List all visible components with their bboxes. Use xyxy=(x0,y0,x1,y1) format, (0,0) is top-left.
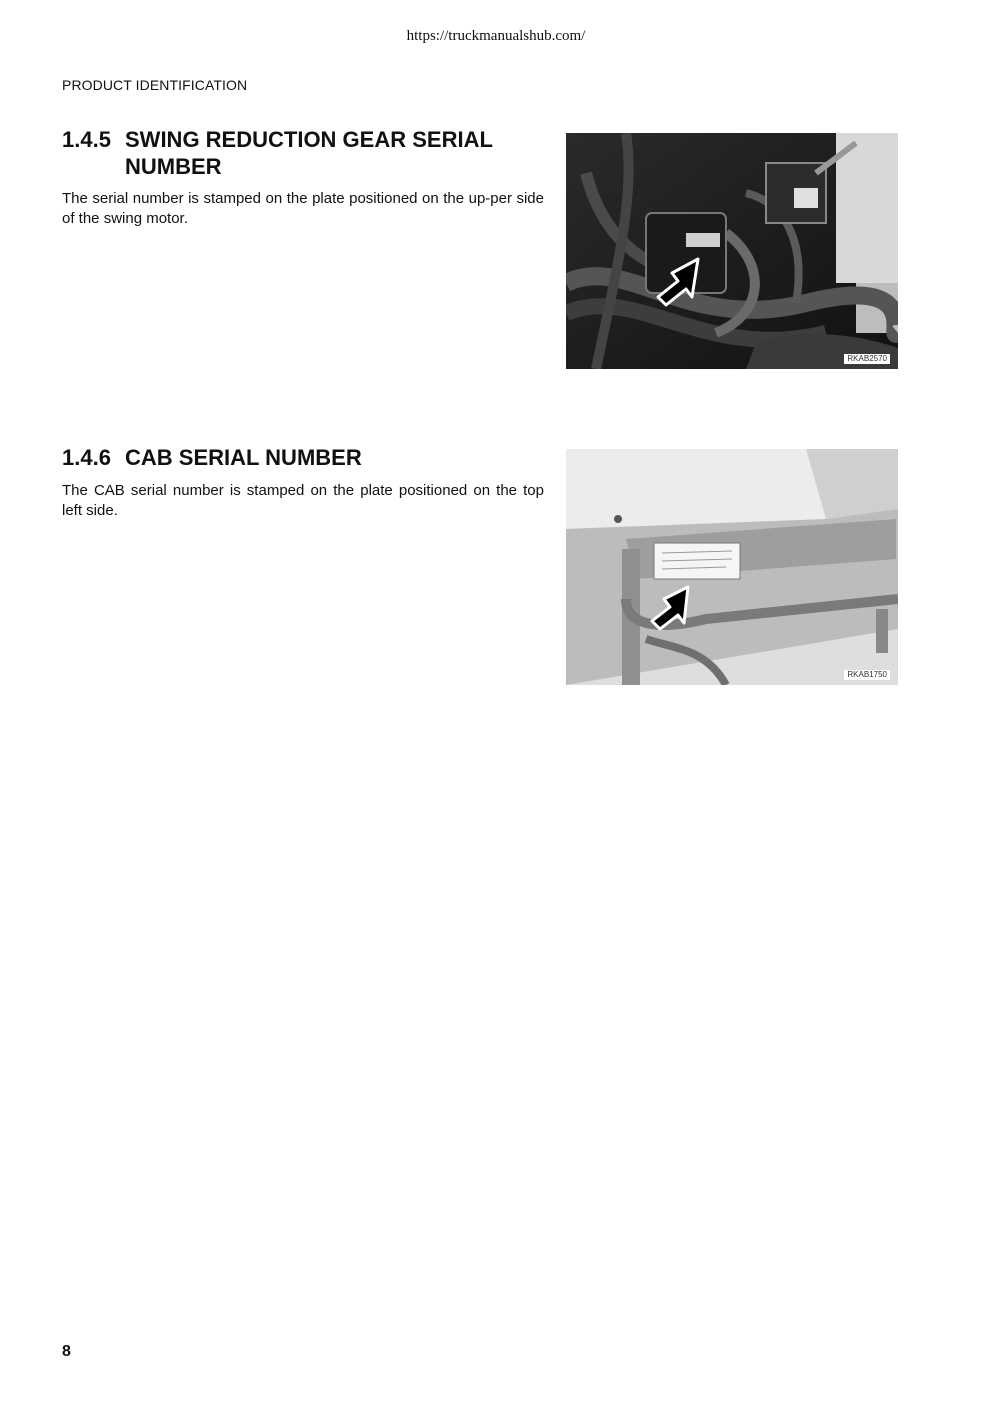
figure-code: RKAB2570 xyxy=(844,354,890,364)
section-body-text: The serial number is stamped on the plate positioned on the up-per side of the swing motor. xyxy=(62,190,544,227)
section-body-text: The CAB serial number is stamped on the plate positioned on the top left side. xyxy=(62,482,544,519)
swing-motor-photo xyxy=(566,133,898,369)
section-heading-swing-reduction-gear xyxy=(62,126,545,180)
cab-plate-photo-illustration xyxy=(566,449,898,685)
section-title: CAB SERIAL NUMBER xyxy=(125,445,362,470)
section-number: 1.4.6 xyxy=(62,445,111,470)
section-number: 1.4.5 xyxy=(62,127,111,152)
section-title: SWING REDUCTION GEAR SERIAL NUMBER xyxy=(125,127,493,179)
section-heading-cab-serial-number xyxy=(62,444,545,471)
source-url: https://truckmanualshub.com/ xyxy=(406,28,586,44)
figure-code: RKAB1750 xyxy=(844,670,890,680)
page-number: 8 xyxy=(62,1343,71,1360)
cab-plate-photo xyxy=(566,449,898,685)
running-head: PRODUCT IDENTIFICATION xyxy=(62,77,248,93)
swing-motor-photo-illustration xyxy=(566,133,898,369)
